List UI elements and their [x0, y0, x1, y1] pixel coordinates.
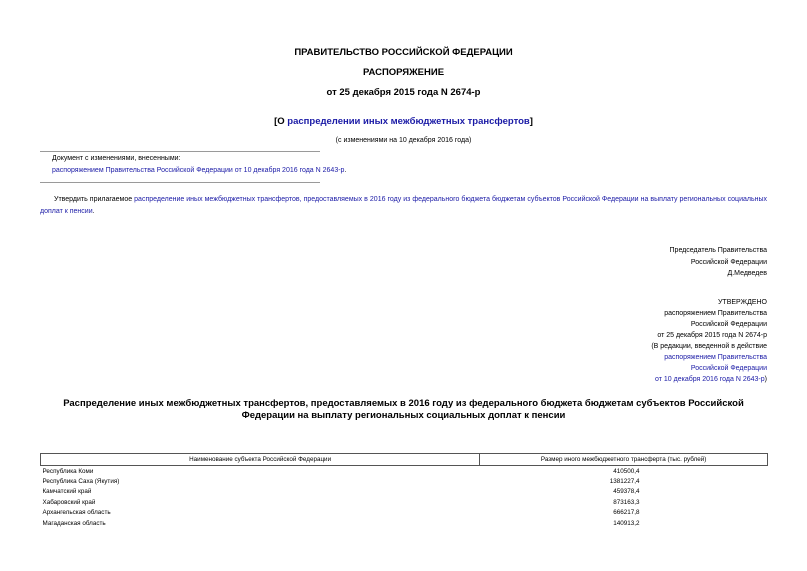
order-prefix: Утвердить прилагаемое [54, 196, 135, 203]
approved-link-line2[interactable]: Российской Федерации [690, 365, 767, 372]
approved-heading: УТВЕРЖДЕНО [717, 299, 767, 306]
transfer-amount: 666217,8 [613, 509, 640, 517]
title-bracket-close: ] [529, 116, 533, 127]
signature-position: Председатель Правительства [669, 247, 767, 254]
table-row [41, 518, 768, 528]
revision-note: (с изменениями на 10 декабря 2016 года) [335, 137, 472, 144]
region-name: Республика Коми [42, 467, 94, 475]
approved-country: Российской Федерации [690, 321, 767, 328]
region-name: Камчатский край [42, 488, 92, 496]
table-row [41, 476, 768, 486]
approved-link-line1[interactable]: распоряжением Правительства [664, 354, 767, 361]
changes-bottom-divider [40, 182, 320, 183]
changes-top-divider [40, 151, 320, 152]
allocation-table [40, 453, 768, 528]
title-link[interactable]: распределении иных межбюджетных трансфертов [287, 116, 530, 127]
region-name: Магаданская область [42, 519, 106, 527]
table-row [41, 508, 768, 518]
transfer-amount: 410500,4 [613, 467, 640, 475]
transfer-amount: 140913,2 [613, 519, 640, 527]
transfer-amount: 1381227,4 [609, 478, 640, 486]
transfer-amount: 873163,3 [613, 498, 640, 506]
date-number-heading: от 25 декабря 2015 года N 2674-р [326, 87, 481, 98]
region-name: Хабаровский край [42, 498, 96, 506]
signature-country: Российской Федерации [690, 258, 767, 266]
column-header-region: Наименование субъекта Российской Федерации [41, 454, 480, 466]
table-row [41, 487, 768, 497]
changes-link[interactable]: распоряжением Правительства Российской Федерации от 10 декабря 2016 года N 2643-р [52, 167, 345, 174]
region-name: Архангельская область [42, 509, 111, 517]
table-row [41, 466, 768, 477]
table-row [41, 497, 768, 507]
changes-label: Документ с изменениями, внесенными: [52, 155, 181, 162]
region-name: Республика Саха (Якутия) [42, 478, 120, 486]
approved-date: от 25 декабря 2015 года N 2674-р [657, 332, 767, 339]
order-paragraph [40, 194, 767, 218]
column-header-amount: Размер иного межбюджетного трансферта (тыс. рублей) [480, 454, 768, 466]
changes-line [52, 167, 346, 174]
approved-link-line3[interactable]: от 10 декабря 2016 года N 2643-р [655, 376, 765, 383]
signature-block [670, 245, 767, 280]
approved-close-paren: ) [764, 376, 767, 383]
order-suffix: . [92, 208, 95, 215]
document-title [0, 116, 807, 127]
transfer-amount: 459378,4 [613, 488, 640, 496]
signature-name: Д.Медведев [727, 270, 767, 277]
title-bracket-open: [О [274, 116, 288, 127]
changes-suffix: . [344, 167, 347, 174]
section-title: Распределение иных межбюджетных трансфертов, предоставляемых в 2016 году из федерального бюджета бюджетам субъектов Российской Федерации на выплату региональных социальных доплат к пенсии [63, 398, 744, 421]
government-heading: ПРАВИТЕЛЬСТВО РОССИЙСКОЙ ФЕДЕРАЦИИ [294, 47, 513, 58]
approval-block [651, 297, 767, 385]
approved-by: распоряжением Правительства [664, 310, 767, 317]
approved-edition-note: (В редакции, введенной в действие [651, 343, 767, 350]
order-link[interactable]: распределение иных межбюджетных трансфертов, предоставляемых в 2016 году из федерального бюджета бюджетам субъектов Российской Федерации на выплату региональных социальных доплат к пенсии [40, 196, 767, 215]
table-header-row [41, 454, 768, 466]
document-type-heading: РАСПОРЯЖЕНИЕ [362, 67, 445, 78]
